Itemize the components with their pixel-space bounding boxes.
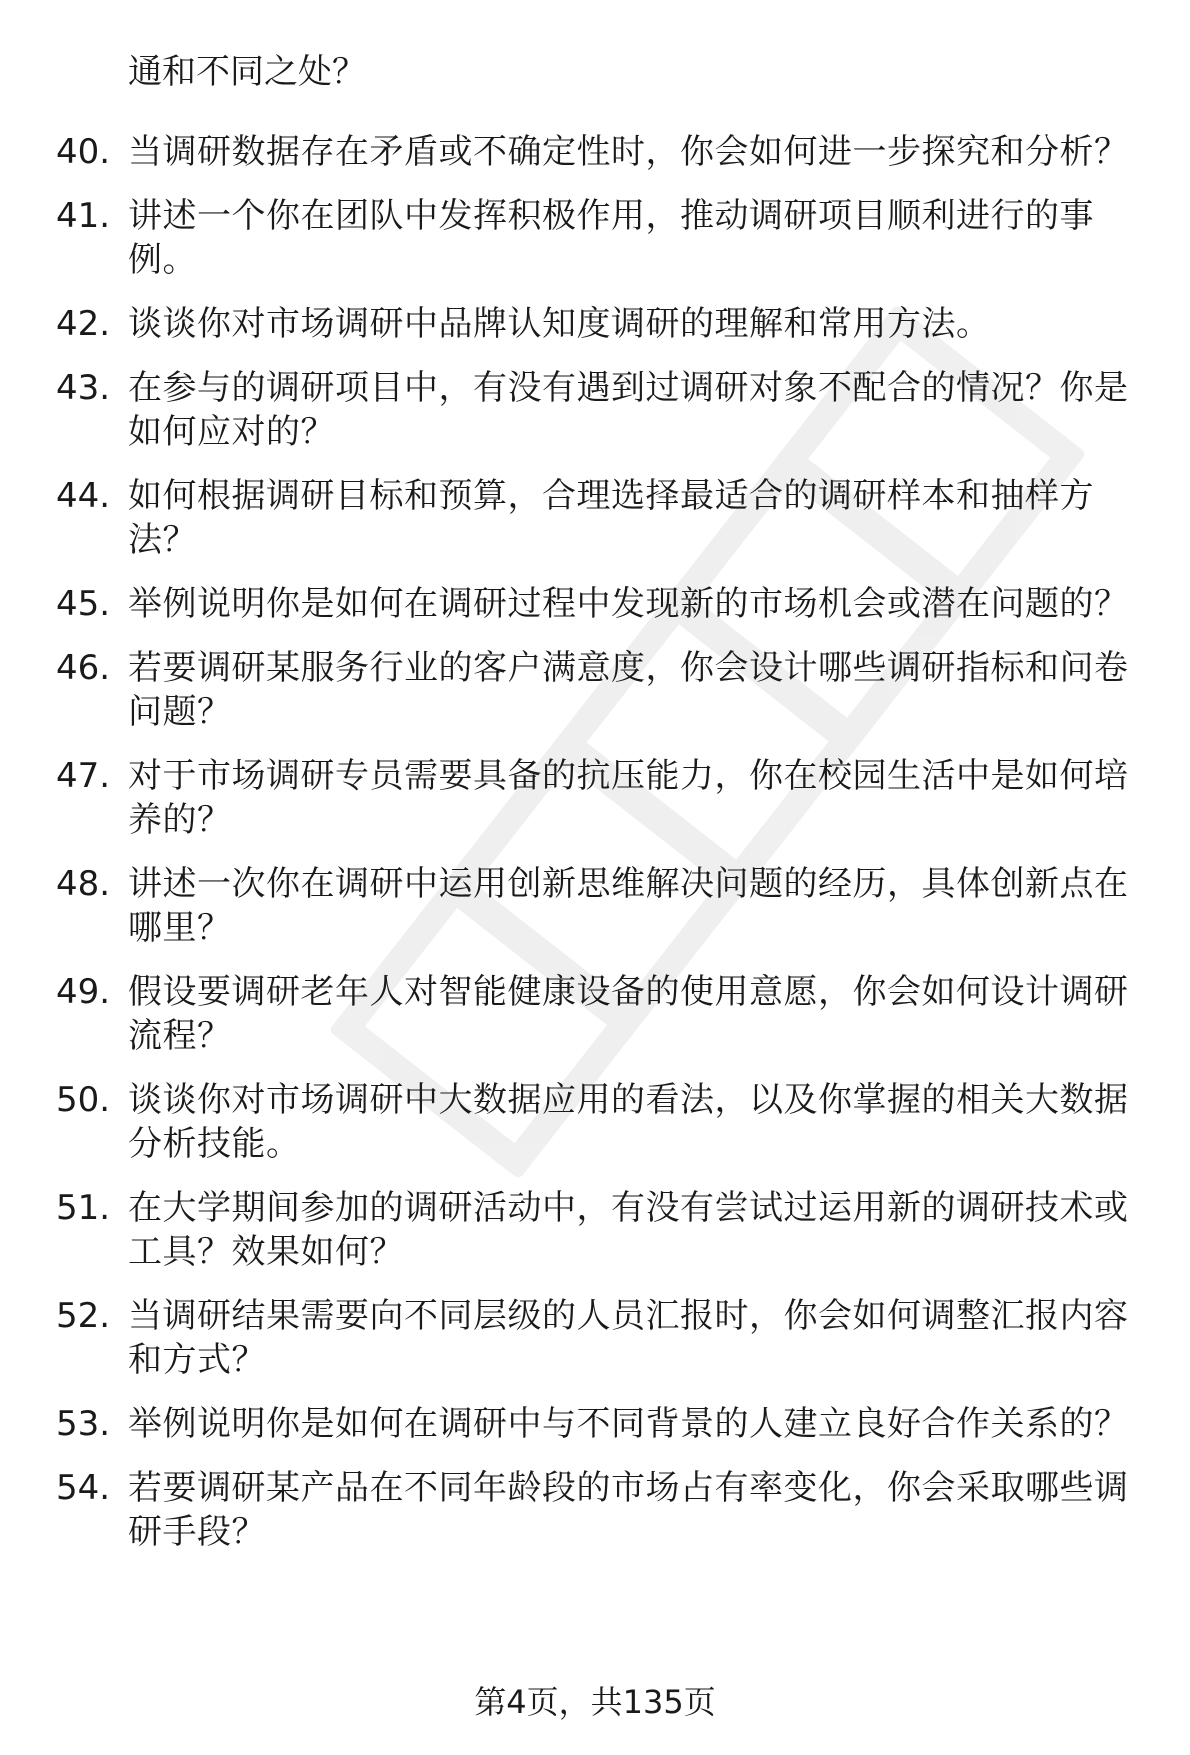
question-number: 45. <box>56 584 111 624</box>
list-item <box>56 366 1146 454</box>
question-text: 当调研结果需要向不同层级的人员汇报时，你会如何调整汇报内容和方式？ <box>128 1296 1129 1380</box>
question-number: 54. <box>56 1468 111 1508</box>
page-footer: 第4页，共135页 <box>474 1683 716 1721</box>
question-number: 50. <box>56 1080 111 1120</box>
list-item <box>56 582 1146 626</box>
question-text: 举例说明你是如何在调研过程中发现新的市场机会或潜在问题的？ <box>128 584 1129 624</box>
question-text: 谈谈你对市场调研中大数据应用的看法，以及你掌握的相关大数据分析技能。 <box>128 1080 1129 1164</box>
list-item <box>56 646 1146 734</box>
question-number: 51. <box>56 1188 111 1228</box>
question-text: 若要调研某产品在不同年龄段的市场占有率变化，你会采取哪些调研手段？ <box>128 1468 1129 1552</box>
question-text: 若要调研某服务行业的客户满意度，你会设计哪些调研指标和问卷问题？ <box>128 648 1129 732</box>
question-number: 43. <box>56 368 111 408</box>
question-text: 举例说明你是如何在调研中与不同背景的人建立良好合作关系的？ <box>128 1404 1129 1444</box>
list-item <box>56 474 1146 562</box>
list-item <box>56 130 1146 174</box>
question-number: 48. <box>56 864 111 904</box>
question-text: 当调研数据存在矛盾或不确定性时，你会如何进一步探究和分析？ <box>128 132 1129 172</box>
list-item <box>56 1186 1146 1274</box>
question-number: 41. <box>56 196 111 236</box>
question-number: 42. <box>56 304 111 344</box>
list-item <box>56 754 1146 842</box>
question-text: 假设要调研老年人对智能健康设备的使用意愿，你会如何设计调研流程？ <box>128 972 1129 1056</box>
question-text: 在大学期间参加的调研活动中，有没有尝试过运用新的调研技术或工具？效果如何？ <box>128 1188 1129 1272</box>
question-number: 46. <box>56 648 111 688</box>
list-item <box>56 862 1146 950</box>
question-number: 53. <box>56 1404 111 1444</box>
question-number: 47. <box>56 756 111 796</box>
list-item <box>56 194 1146 282</box>
question-text: 在参与的调研项目中，有没有遇到过调研对象不配合的情况？你是如何应对的？ <box>128 368 1129 452</box>
question-text: 谈谈你对市场调研中品牌认知度调研的理解和常用方法。 <box>128 304 991 344</box>
question-number: 49. <box>56 972 111 1012</box>
list-item <box>56 1402 1146 1446</box>
question-number: 52. <box>56 1296 111 1336</box>
question-content <box>56 50 1146 1574</box>
continuation-text: 通和不同之处？ <box>128 52 366 92</box>
list-item <box>56 1294 1146 1382</box>
question-list <box>56 130 1146 1554</box>
question-text: 对于市场调研专员需要具备的抗压能力，你在校园生活中是如何培养的？ <box>128 756 1129 840</box>
question-text: 讲述一个你在团队中发挥积极作用，推动调研项目顺利进行的事例。 <box>128 196 1094 280</box>
question-number: 44. <box>56 476 111 516</box>
question-text: 讲述一次你在调研中运用创新思维解决问题的经历，具体创新点在哪里？ <box>128 864 1129 948</box>
list-item <box>56 1078 1146 1166</box>
question-number: 40. <box>56 132 111 172</box>
list-item <box>56 970 1146 1058</box>
list-item <box>56 302 1146 346</box>
question-text: 如何根据调研目标和预算，合理选择最适合的调研样本和抽样方法？ <box>128 476 1094 560</box>
list-item <box>56 1466 1146 1554</box>
